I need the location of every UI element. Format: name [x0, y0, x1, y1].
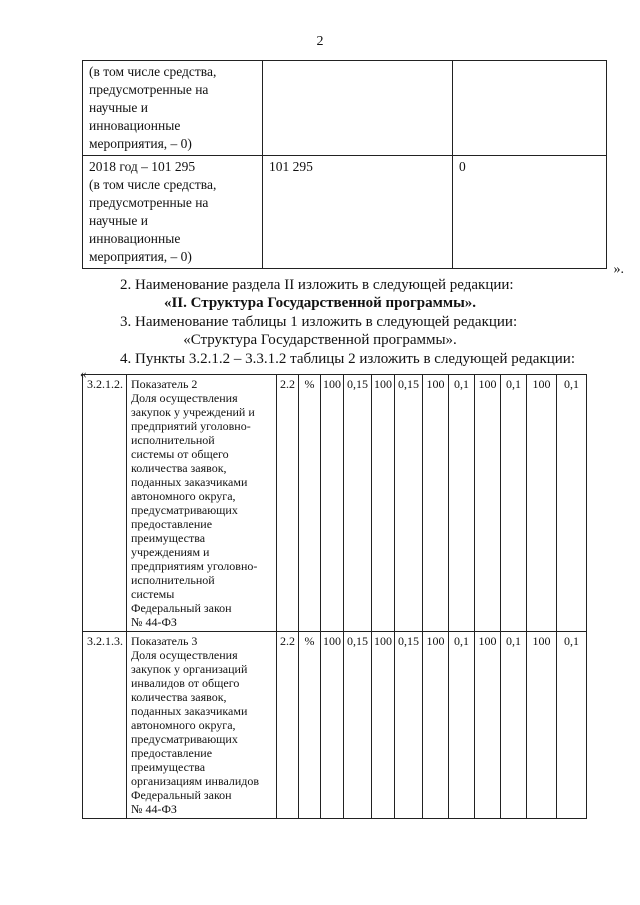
text-line: предприятий уголовно- — [131, 419, 251, 433]
indicator-value: 0,15 — [344, 375, 372, 632]
indicator-value: 2.2 — [277, 375, 299, 632]
closing-quote: ». — [613, 262, 624, 277]
text-line: мероприятия, – 0) — [89, 249, 192, 264]
indicator-value: 100 — [423, 632, 449, 819]
indicator-description — [127, 375, 277, 632]
indicator-value: 100 — [372, 632, 395, 819]
text-line: предусмотренные на — [89, 82, 209, 97]
text-line: закупок у организаций — [131, 662, 248, 676]
indicator-value: 100 — [527, 375, 557, 632]
text-line: (в том числе средства, — [89, 64, 217, 79]
indicator-value: 100 — [527, 632, 557, 819]
indicator-value: 100 — [372, 375, 395, 632]
text-line: преимущества — [131, 531, 206, 545]
text-line: предусматривающих — [131, 732, 238, 746]
text-line: исполнительной — [131, 433, 215, 447]
funding-cell-description — [83, 156, 263, 269]
indicator-value: 2.2 — [277, 632, 299, 819]
text-line: организациям инвалидов — [131, 774, 260, 788]
text-line: Доля осуществления — [131, 648, 238, 662]
paragraph-4: 4. Пункты 3.2.1.2 – 3.3.1.2 таблицы 2 изложить в следующей редакции: — [120, 351, 576, 367]
text-line: системы от общего — [131, 447, 229, 461]
indicator-code: 3.2.1.2. — [83, 375, 127, 632]
funding-cell-amount: 101 295 — [263, 156, 453, 269]
text-line: Доля осуществления — [131, 391, 238, 405]
indicator-value: 0,1 — [501, 375, 527, 632]
table-row — [83, 632, 587, 819]
indicator-code: 3.2.1.3. — [83, 632, 127, 819]
funding-table — [82, 60, 607, 269]
text-line: научные и — [89, 100, 148, 115]
text-line: предусмотренные на — [89, 195, 209, 210]
text-line: учреждениям и — [131, 545, 210, 559]
text-line: предусматривающих — [131, 503, 238, 517]
text-line: инвалидов от общего — [131, 676, 240, 690]
text-line: автономного округа, — [131, 718, 236, 732]
text-line: (в том числе средства, — [89, 177, 217, 192]
text-line: 2018 год – 101 295 — [89, 159, 196, 174]
text-line: Федеральный закон — [131, 788, 232, 802]
text-line: исполнительной — [131, 573, 215, 587]
text-line: поданных заказчиками — [131, 704, 248, 718]
indicator-value: 100 — [475, 375, 501, 632]
text-line: Федеральный закон — [131, 601, 232, 615]
text-line: Показатель 3 — [131, 634, 198, 648]
indicator-value: 0,15 — [395, 632, 423, 819]
text-line: № 44-ФЗ — [131, 615, 177, 629]
text-line: инновационные — [89, 231, 181, 246]
indicator-value: 0,1 — [449, 632, 475, 819]
text-line: количества заявок, — [131, 461, 227, 475]
paragraph-2: 2. Наименование раздела II изложить в следующей редакции: — [120, 277, 514, 293]
text-line: автономного округа, — [131, 489, 236, 503]
paragraph-3: 3. Наименование таблицы 1 изложить в следующей редакции: — [120, 314, 518, 330]
open-quote: « — [80, 366, 87, 381]
funding-cell-extra: 0 — [453, 156, 607, 269]
text-line: предоставление — [131, 517, 213, 531]
text-line: предприятиям уголовно- — [131, 559, 258, 573]
indicators-table — [82, 374, 587, 819]
page-number: 2 — [316, 34, 324, 49]
table-row — [83, 61, 607, 156]
text-line: предоставление — [131, 746, 213, 760]
funding-cell-description — [83, 61, 263, 156]
text-line: научные и — [89, 213, 148, 228]
indicator-value: 100 — [423, 375, 449, 632]
text-line: количества заявок, — [131, 690, 227, 704]
indicator-value: 0,1 — [501, 632, 527, 819]
indicator-value: 100 — [321, 375, 344, 632]
indicator-value: 0,1 — [557, 375, 587, 632]
text-line: закупок у учреждений и — [131, 405, 255, 419]
text-line: инновационные — [89, 118, 181, 133]
section-title-new: «II. Структура Государственной программы». — [163, 295, 477, 311]
indicator-value: 0,15 — [395, 375, 423, 632]
text-line: Показатель 2 — [131, 377, 198, 391]
table-row — [83, 156, 607, 269]
funding-cell-extra — [453, 61, 607, 156]
funding-cell-amount — [263, 61, 453, 156]
indicator-value: % — [299, 375, 321, 632]
indicator-value: 0,1 — [449, 375, 475, 632]
indicator-value: 0,15 — [344, 632, 372, 819]
table-title-new: «Структура Государственной программы». — [183, 332, 457, 348]
indicator-value: 100 — [475, 632, 501, 819]
indicator-value: 100 — [321, 632, 344, 819]
text-line: системы — [131, 587, 175, 601]
text-line: № 44-ФЗ — [131, 802, 177, 816]
indicator-value: 0,1 — [557, 632, 587, 819]
text-line: поданных заказчиками — [131, 475, 248, 489]
text-line: преимущества — [131, 760, 206, 774]
indicator-value: % — [299, 632, 321, 819]
text-line: мероприятия, – 0) — [89, 136, 192, 151]
indicator-description — [127, 632, 277, 819]
table-row — [83, 375, 587, 632]
